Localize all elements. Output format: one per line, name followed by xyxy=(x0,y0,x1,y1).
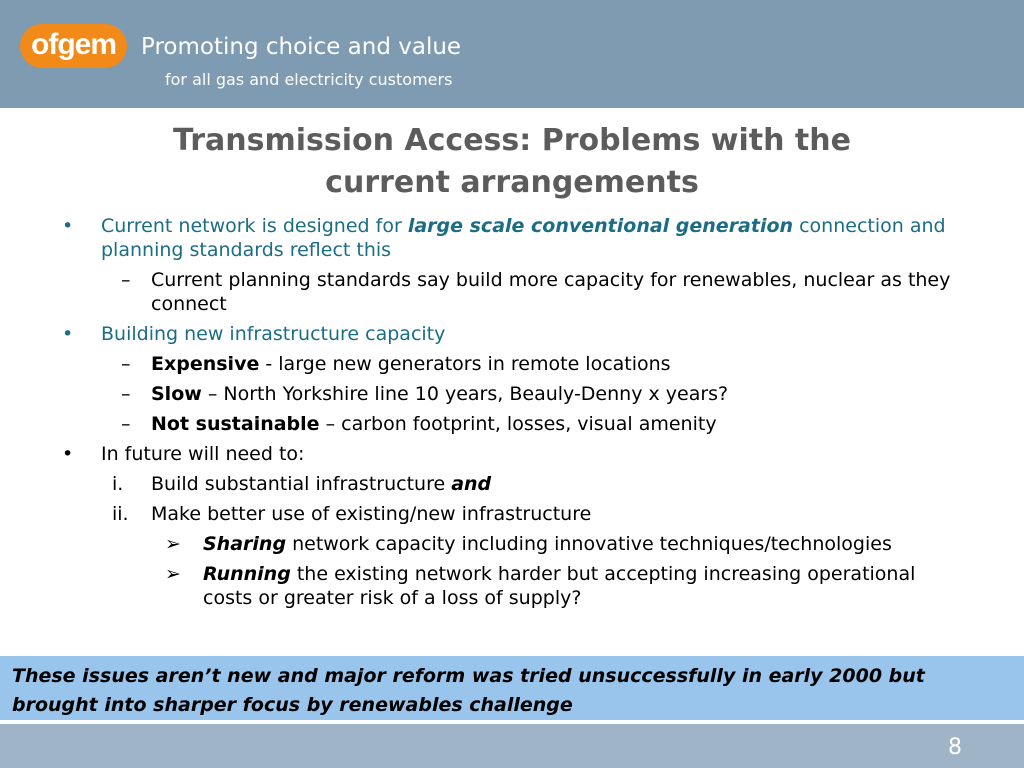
subitem-build-infrastructure xyxy=(0,472,1024,496)
dash-marker: – xyxy=(121,383,131,405)
bullet-text-part: connection and planning standards reflect this xyxy=(101,215,946,261)
arrow-bullet-icon: ➢ xyxy=(165,563,181,585)
subitem-planning-standards xyxy=(0,268,1024,316)
slide-content xyxy=(0,214,1024,610)
footer-bar xyxy=(0,724,1024,768)
dash-marker: – xyxy=(121,413,131,435)
dash-marker: – xyxy=(121,353,131,375)
slide-title xyxy=(60,120,964,204)
subitem-bold: Slow xyxy=(151,383,202,405)
ofgem-logo: ofgem xyxy=(20,24,127,68)
slide-title-line2: current arrangements xyxy=(325,165,699,200)
subitem-bold: Expensive xyxy=(151,353,260,375)
subitem-text xyxy=(151,412,951,436)
bullet-marker: • xyxy=(62,323,74,345)
subitem-bold: Not sustainable xyxy=(151,413,320,435)
bullet-building-capacity xyxy=(0,322,1024,346)
subsubitem-emphasis: Running xyxy=(203,563,291,585)
subitem-text-part: – carbon footprint, losses, visual amenity xyxy=(319,413,717,435)
subitem-text-part: – North Yorkshire line 10 years, Beauly-Denny x years? xyxy=(201,383,729,405)
tagline-main: Promoting choice and value xyxy=(141,34,462,60)
bullet-emphasis: large scale conventional generation xyxy=(407,215,794,237)
tagline-sub: for all gas and electricity customers xyxy=(165,70,453,89)
subsubitem-text-part: the existing network harder but accepting increasing operational costs or greater risk of a loss of supply? xyxy=(203,563,916,609)
header-bar xyxy=(0,0,1024,108)
subitem-text xyxy=(151,352,951,376)
subitem-text: Current planning standards say build more capacity for renewables, nuclear as they connect xyxy=(151,269,951,315)
subitem-text-part: Build substantial infrastructure xyxy=(151,473,452,495)
summary-banner-text: These issues aren’t new and major reform was tried unsuccessfully in early 2000 but brought into sharper focus by renewables challenge xyxy=(12,665,925,716)
bullet-current-network xyxy=(0,214,1024,262)
bullet-in-future xyxy=(0,442,1024,466)
roman-marker: i. xyxy=(112,473,124,495)
subitem-not-sustainable xyxy=(0,412,1024,436)
subsubitem-text xyxy=(203,532,943,556)
subitem-better-use xyxy=(0,502,1024,526)
bullet-text-part: Current network is designed for xyxy=(101,215,408,237)
subitem-text: Make better use of existing/new infrastructure xyxy=(151,503,592,525)
arrow-bullet-icon: ➢ xyxy=(165,533,181,555)
subsubitem-sharing xyxy=(0,532,1024,556)
bullet-text xyxy=(101,214,951,262)
subsubitem-text xyxy=(203,562,943,610)
subitem-emphasis: and xyxy=(451,473,492,495)
subitem-slow xyxy=(0,382,1024,406)
bullet-text: In future will need to: xyxy=(101,443,305,465)
page-number: 8 xyxy=(948,735,962,760)
bullet-text: Building new infrastructure capacity xyxy=(101,323,446,345)
subitem-expensive xyxy=(0,352,1024,376)
bullet-marker: • xyxy=(62,215,74,237)
subsubitem-text-part: network capacity including innovative techniques/technologies xyxy=(286,533,892,555)
subitem-text xyxy=(151,472,951,496)
subsubitem-emphasis: Sharing xyxy=(203,533,287,555)
dash-marker: – xyxy=(121,269,131,291)
roman-marker: ii. xyxy=(112,503,129,525)
subitem-text xyxy=(151,382,951,406)
slide-title-line1: Transmission Access: Problems with the xyxy=(173,123,851,158)
bullet-marker: • xyxy=(62,443,74,465)
subitem-text-part: - large new generators in remote locations xyxy=(259,353,671,375)
subsubitem-running xyxy=(0,562,1024,610)
